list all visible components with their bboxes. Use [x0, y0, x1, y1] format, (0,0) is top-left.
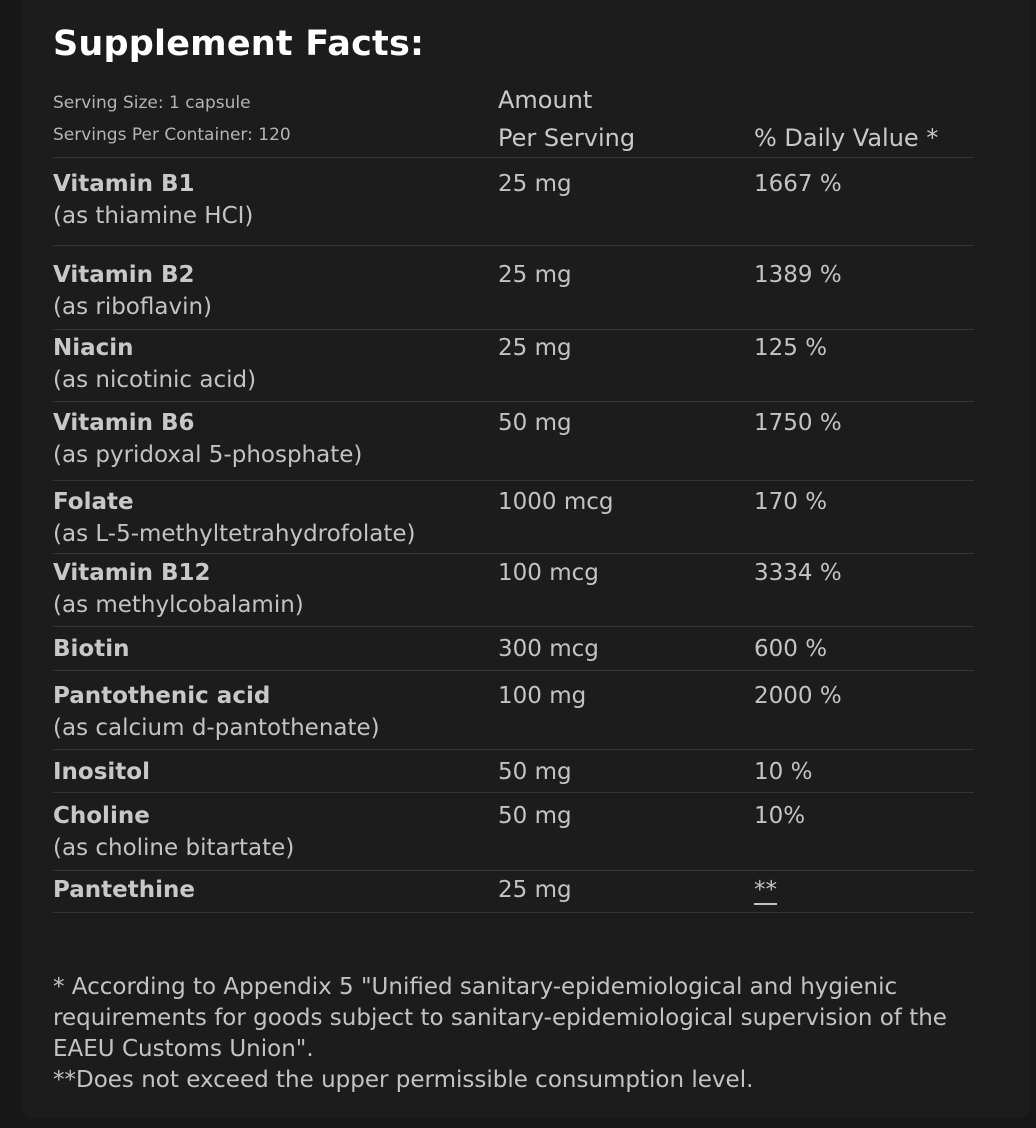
amount-header-line2: Per Serving — [498, 124, 636, 152]
table-row — [53, 401, 974, 481]
table-bottom-divider — [53, 912, 974, 913]
nutrient-daily-value: 10% — [754, 803, 806, 829]
nutrient-form: (as calcium d-pantothenate) — [53, 715, 380, 741]
footnote-daily-value: * According to Appendix 5 "Unified sanitary-epidemiological and hygienic requirements for goods subject to sanitary-epidemiological supervision of the EAEU Customs Union". — [53, 974, 947, 1062]
nutrient-amount: 50 mg — [498, 759, 572, 785]
serving-size: Serving Size: 1 capsule — [53, 93, 251, 113]
page-title: Supplement Facts: — [53, 24, 425, 64]
nutrient-amount: 1000 mcg — [498, 489, 614, 515]
nutrient-daily-value: 1750 % — [754, 410, 842, 436]
nutrient-amount: 25 mg — [498, 262, 572, 288]
nutrient-daily-value: 125 % — [754, 335, 828, 361]
nutrient-daily-value: 3334 % — [754, 560, 842, 586]
nutrient-form: (as L-5-methyltetrahydrofolate) — [53, 521, 416, 547]
nutrient-form: (as thiamine HCI) — [53, 203, 254, 229]
nutrient-name: Folate — [53, 489, 134, 515]
table-row — [53, 245, 974, 330]
nutrient-name: Choline — [53, 803, 150, 829]
nutrient-form: (as choline bitartate) — [53, 835, 295, 861]
table-row — [53, 749, 974, 793]
nutrient-form: (as riboflavin) — [53, 294, 213, 320]
nutrient-daily-value: 1389 % — [754, 262, 842, 288]
nutrient-daily-value: 1667 % — [754, 171, 842, 197]
nutrient-amount: 50 mg — [498, 803, 572, 829]
nutrient-name: Pantethine — [53, 877, 195, 903]
nutrient-amount: 25 mg — [498, 877, 572, 903]
nutrient-amount: 100 mg — [498, 683, 587, 709]
nutrient-daily-value: 170 % — [754, 489, 828, 515]
table-row — [53, 157, 974, 246]
nutrient-form: (as nicotinic acid) — [53, 367, 257, 393]
nutrient-amount: 100 mcg — [498, 560, 599, 586]
table-row — [53, 626, 974, 671]
nutrient-daily-value: 10 % — [754, 759, 813, 785]
table-row — [53, 329, 974, 402]
nutrient-amount: 25 mg — [498, 171, 572, 197]
servings-per-container: Servings Per Container: 120 — [53, 125, 291, 145]
table-row — [53, 670, 974, 750]
nutrient-daily-value: 2000 % — [754, 683, 842, 709]
table-row — [53, 870, 974, 913]
nutrient-name: Niacin — [53, 335, 134, 361]
nutrient-name: Vitamin B1 — [53, 171, 195, 197]
nutrient-form: (as methylcobalamin) — [53, 592, 304, 618]
nutrient-daily-value: ** — [754, 877, 777, 903]
nutrient-form: (as pyridoxal 5-phosphate) — [53, 442, 363, 468]
footnotes — [53, 972, 953, 1096]
nutrient-name: Inositol — [53, 759, 150, 785]
nutrient-name: Biotin — [53, 636, 130, 662]
table-row — [53, 792, 974, 871]
nutrient-amount: 50 mg — [498, 410, 572, 436]
nutrient-name: Vitamin B12 — [53, 560, 211, 586]
table-row — [53, 553, 974, 627]
nutrient-name: Vitamin B6 — [53, 410, 195, 436]
nutrient-amount: 25 mg — [498, 335, 572, 361]
nutrient-amount: 300 mcg — [498, 636, 599, 662]
nutrient-daily-value: 600 % — [754, 636, 828, 662]
daily-value-header: % Daily Value * — [754, 124, 939, 152]
nutrient-name: Pantothenic acid — [53, 683, 271, 709]
amount-header-line1: Amount — [498, 86, 593, 114]
footnote-upper-limit: **Does not exceed the upper permissible consumption level. — [53, 1067, 754, 1093]
table-row — [53, 480, 974, 554]
nutrient-name: Vitamin B2 — [53, 262, 195, 288]
